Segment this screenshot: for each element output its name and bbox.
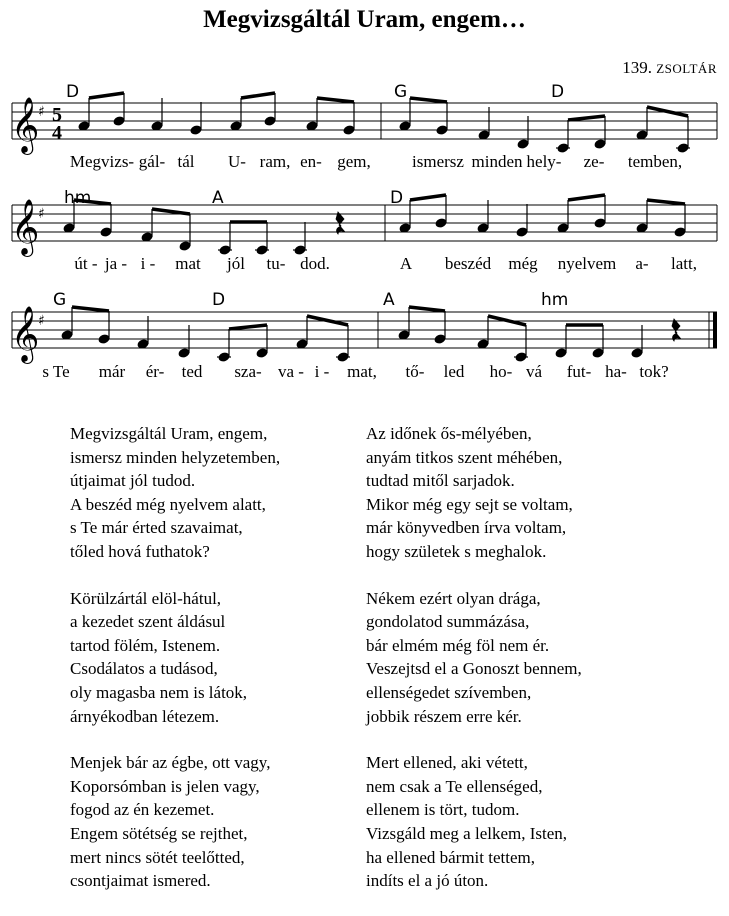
stanza-line: Megvizsgáltál Uram, engem, xyxy=(70,424,268,443)
lyric-syllable: ha- xyxy=(605,362,627,381)
stanza-line: gondolatod summázása, xyxy=(366,612,530,632)
psalm-number: 139. xyxy=(622,58,652,77)
lyric-syllable: minden xyxy=(471,152,523,171)
lyric-syllable: sza- xyxy=(234,362,262,381)
lyric-syllable: jól xyxy=(227,254,245,273)
lyric-syllable: mat, xyxy=(347,362,377,381)
lyric-syllable: tál xyxy=(177,152,195,171)
stanza-line: ismersz minden helyzetemben, xyxy=(70,447,281,467)
chord-symbol: D xyxy=(551,82,565,102)
staff-1 xyxy=(0,80,729,190)
stanza-line: oly magasba nem is látok, xyxy=(70,682,248,702)
stanza-line: mert nincs sötét teelőtted, xyxy=(70,847,245,867)
stanza-line: Nékem ezért olyan drága, xyxy=(366,588,541,608)
stanza-line: tudtad mitől sarjadok. xyxy=(366,471,515,491)
stanza-line: s Te már érted szavaimat, xyxy=(70,518,243,538)
psalm-label: ZSOLTÁR xyxy=(656,61,717,76)
time-signature-top: 5 xyxy=(52,104,62,126)
stanza-row xyxy=(70,422,710,564)
stanza-line: árnyékodban létezem. xyxy=(70,706,220,726)
stanza-line: Csodálatos a tudásod, xyxy=(70,659,218,679)
chord-symbol: A xyxy=(212,188,224,208)
treble-clef-icon: 𝄞 xyxy=(11,199,40,255)
stanza-line: csontjaimat ismered. xyxy=(70,871,211,891)
stanza-line: Mert ellened, aki vétett, xyxy=(366,753,528,773)
lyric-syllable: latt, xyxy=(671,254,697,273)
lyric-syllable: U- xyxy=(228,152,246,171)
stanza xyxy=(366,587,662,729)
lyric-syllable: ja - xyxy=(104,254,128,273)
lyric-syllable: ho- xyxy=(489,362,513,381)
lyric-syllable: tu- xyxy=(266,254,286,273)
stanza-line: Az időnek ős-mélyében, xyxy=(366,424,532,443)
stanza xyxy=(366,751,662,893)
stanza-text xyxy=(70,422,710,916)
lyric-syllable: vá xyxy=(525,362,543,381)
lyric-syllable: Megvizs- xyxy=(69,152,135,171)
sharp-icon: ♯ xyxy=(38,313,45,329)
lyric-syllable: i - xyxy=(314,362,330,381)
lyric-syllable: még xyxy=(508,254,538,273)
stanza-line: A beszéd még nyelvem alatt, xyxy=(70,494,266,514)
stanza-line: Engem sötétség se rejthet, xyxy=(70,823,248,843)
stanza-line: Mikor még egy sejt se voltam, xyxy=(366,494,573,514)
lyric-syllable: led xyxy=(443,362,465,381)
lyric-syllable: ismersz xyxy=(412,152,464,171)
lyric-syllable: en- xyxy=(300,152,322,171)
lyric-syllable: ze- xyxy=(583,152,605,171)
stanza-line: ha ellened bármit tettem, xyxy=(366,847,535,867)
stanza-line: már könyvedben írva voltam, xyxy=(366,518,567,538)
stanza-line: indíts el a jó úton. xyxy=(366,871,489,891)
lyric-syllable: beszéd xyxy=(444,254,492,273)
stanza xyxy=(70,751,366,893)
stanza xyxy=(70,587,366,729)
staff-2 xyxy=(0,186,729,296)
time-signature-bottom: 4 xyxy=(52,122,62,144)
lyric-syllable: s Te xyxy=(42,362,70,381)
lyric-syllable: ted xyxy=(181,362,203,381)
chord-symbol: hm xyxy=(541,290,569,310)
stanza-line: ellenem is tört, tudom. xyxy=(366,800,520,820)
stanza-line: ellenségedet szívemben, xyxy=(366,682,532,702)
lyric-syllable: ér- xyxy=(145,362,165,381)
lyric-syllable: gál- xyxy=(138,152,166,171)
treble-clef-icon: 𝄞 xyxy=(11,306,40,362)
chord-symbol: D xyxy=(212,290,226,310)
lyric-syllable: tok? xyxy=(639,362,669,381)
lyric-syllable: tő- xyxy=(405,362,425,381)
lyric-syllable: ram, xyxy=(259,152,291,171)
stanza-line: Koporsómban is jelen vagy, xyxy=(70,776,260,796)
lyric-syllable: a- xyxy=(635,254,649,273)
lyric-syllable: i - xyxy=(140,254,156,273)
sharp-icon: ♯ xyxy=(38,206,45,222)
lyric-syllable: út - xyxy=(74,254,98,273)
lyric-syllable: mat xyxy=(175,254,201,273)
stanza-line: hogy születek s meghalok. xyxy=(366,541,547,561)
chord-symbol: G xyxy=(53,290,67,310)
lyric-syllable: fut- xyxy=(566,362,592,381)
stanza-line: bár elmém még föl nem ér. xyxy=(366,635,550,655)
stanza-line: a kezedet szent áldásul xyxy=(70,612,226,632)
stanza-line: Menjek bár az égbe, ott vagy, xyxy=(70,753,271,773)
music-system-1 xyxy=(0,80,729,190)
music-system-2 xyxy=(0,186,729,296)
chord-symbol: A xyxy=(383,290,395,310)
lyric-syllable: va - xyxy=(278,362,304,381)
lyric-syllable: temben, xyxy=(627,152,683,171)
chord-symbol: D xyxy=(66,82,80,102)
treble-clef-icon: 𝄞 xyxy=(11,97,40,153)
stanza-line: útjaimat jól tudod. xyxy=(70,471,196,491)
stanza-line: Veszejtsd el a Gonoszt bennem, xyxy=(366,659,582,679)
stanza-row xyxy=(70,587,710,729)
lyric-syllable: nyelvem xyxy=(557,254,617,273)
stanza-line: anyám titkos szent méhében, xyxy=(366,447,563,467)
stanza-line: nem csak a Te ellenséged, xyxy=(366,776,543,796)
stanza-line: tőled hová futhatok? xyxy=(70,541,210,561)
music-system-3 xyxy=(0,288,729,398)
sharp-icon: ♯ xyxy=(38,104,45,120)
lyric-syllable: gem, xyxy=(337,152,371,171)
stanza-line: Vizsgáld meg a lelkem, Isten, xyxy=(366,823,568,843)
stanza xyxy=(366,422,662,564)
chord-symbol: hm xyxy=(64,188,92,208)
song-title: Megvizsgáltál Uram, engem… xyxy=(203,6,526,33)
chord-symbol: D xyxy=(390,188,404,208)
lyric-syllable: dod. xyxy=(300,254,330,273)
stanza-line: tartod fölém, Istenem. xyxy=(70,635,221,655)
chord-symbol: G xyxy=(394,82,408,102)
stanza-line: Körülzártál elöl-hátul, xyxy=(70,588,222,608)
lyric-syllable: hely- xyxy=(526,152,562,171)
lyric-syllable: már xyxy=(98,362,126,381)
psalm-reference xyxy=(622,58,717,78)
lyric-syllable: A xyxy=(399,254,413,273)
stanza-line: jobbik részem erre kér. xyxy=(366,706,522,726)
stanza-line: fogod az én kezemet. xyxy=(70,800,215,820)
stanza xyxy=(70,422,366,564)
stanza-row xyxy=(70,751,710,893)
